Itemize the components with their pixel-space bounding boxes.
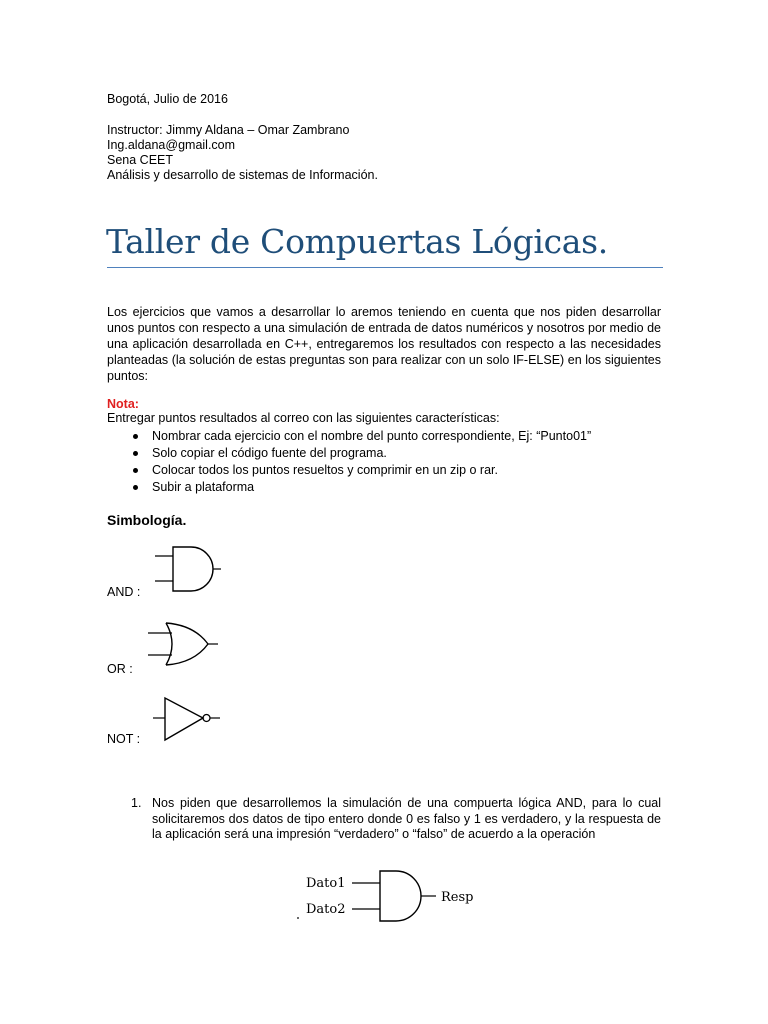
diagram-input1-label: Dato1 — [306, 876, 346, 891]
nota-text: Entregar puntos resultados al correo con las siguientes características: — [107, 411, 500, 425]
email-line: Ing.aldana@gmail.com — [107, 138, 236, 152]
title-divider — [107, 267, 663, 268]
intro-paragraph: Los ejercicios que vamos a desarrollar lo aremos teniendo en cuenta que nos piden desarrollar unos puntos con respecto a una simulación de entrada de datos numéricos y nosotros por medio de una aplicación desarrollada en C++, entregaremos los resultados con respecto a las necesidades planteadas (la solución de estas preguntas son para realizar con un solo IF-ELSE) en los siguientes puntos: — [107, 305, 661, 383]
or-gate-icon — [148, 620, 220, 668]
exercise-number: 1. — [131, 796, 142, 810]
date-line: Bogotá, Julio de 2016 — [107, 92, 228, 106]
list-item: Subir a plataforma — [107, 479, 591, 496]
diagram-input2-label: Dato2 — [306, 902, 346, 917]
diagram-output-label: Resp — [441, 890, 474, 905]
and-gate-icon — [155, 543, 225, 595]
list-item: Colocar todos los puntos resueltos y comprimir en un zip o rar. — [107, 462, 591, 479]
not-label: NOT : — [107, 732, 141, 746]
nota-label: Nota: — [107, 397, 139, 411]
list-item: Nombrar cada ejercicio con el nombre del punto correspondiente, Ej: “Punto01” — [107, 428, 591, 445]
nota-list — [107, 428, 591, 496]
program-line: Análisis y desarrollo de sistemas de Información. — [107, 168, 378, 182]
exercise-text: Nos piden que desarrollemos la simulación de una compuerta lógica AND, para lo cual solicitaremos dos datos de tipo entero donde 0 es falso y 1 es verdadero, y la respuesta de la aplicación será una impresión “verdadero” o “falso” de acuerdo a la operación — [152, 796, 661, 841]
institution-line: Sena CEET — [107, 153, 174, 167]
bullet-icon — [133, 485, 138, 490]
bullet-icon — [133, 434, 138, 439]
not-gate-icon — [153, 696, 225, 744]
bullet-icon — [133, 451, 138, 456]
list-item: Solo copiar el código fuente del programa. — [107, 445, 591, 462]
instructor-line: Instructor: Jimmy Aldana – Omar Zambrano — [107, 123, 350, 137]
bullet-icon — [133, 468, 138, 473]
and-label: AND : — [107, 585, 141, 599]
exercise-item — [131, 796, 661, 843]
simbologia-heading: Simbología. — [107, 512, 187, 528]
page-title: Taller de Compuertas Lógicas. — [106, 222, 608, 261]
and-diagram — [296, 866, 486, 930]
or-label: OR : — [107, 662, 133, 676]
